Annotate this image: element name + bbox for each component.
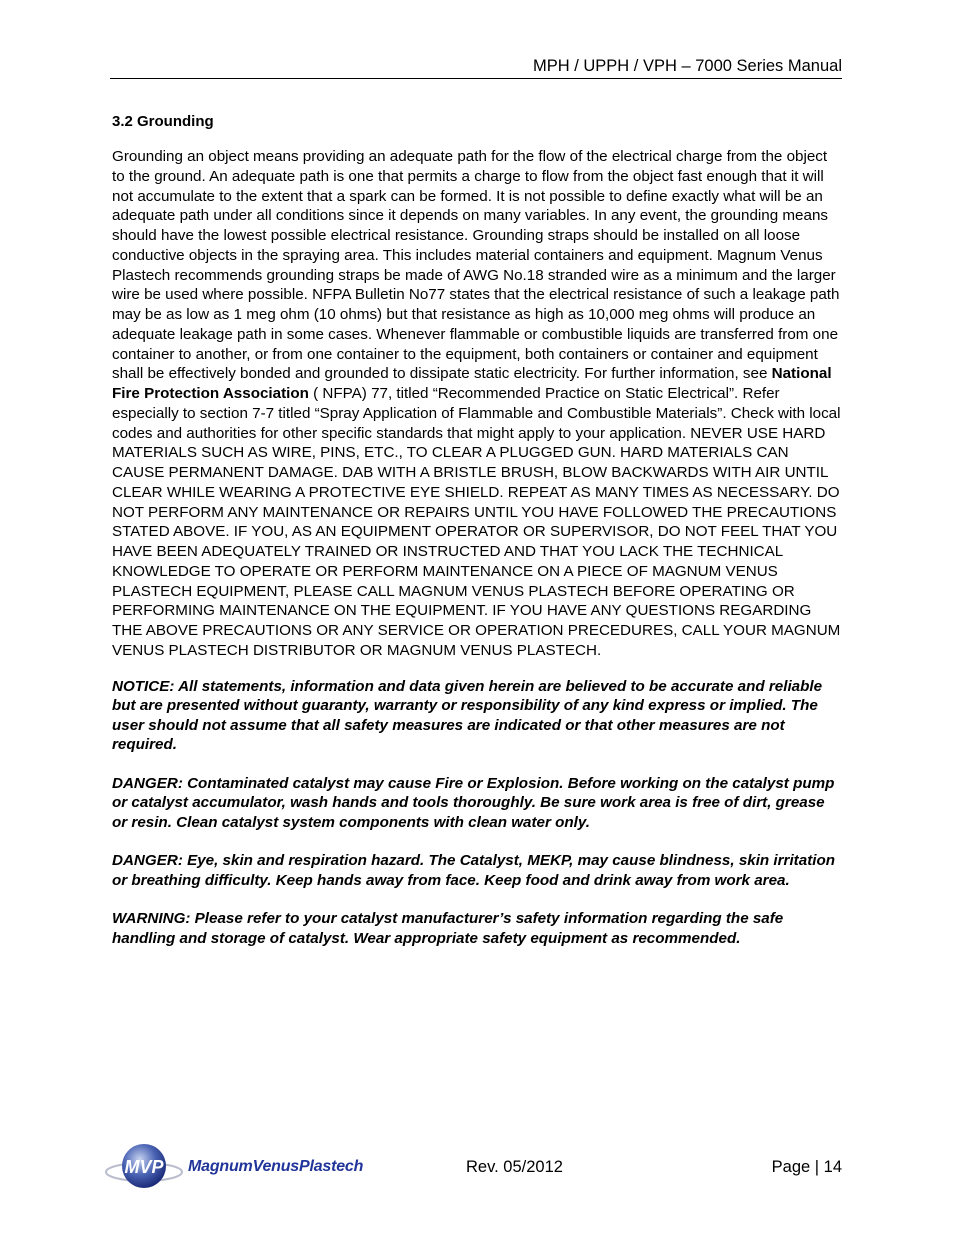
danger-eye-skin: DANGER: Eye, skin and respiration hazard. The Catalyst, MEKP, may cause blindness, skin irritation or breathing difficulty. Keep hands away from face. Keep food and drink away from work area.	[112, 852, 836, 889]
logo-wordmark: MagnumVenusPlastech	[188, 1158, 364, 1175]
grounding-paragraph	[112, 147, 842, 661]
page-number: Page | 14	[771, 1158, 842, 1176]
nfpa-name: National Fire Protection Association	[112, 365, 832, 402]
manual-title: MPH / UPPH / VPH – 7000 Series Manual	[532, 57, 842, 75]
mvp-globe-icon	[104, 1142, 188, 1192]
section-title: 3.2 Grounding	[112, 113, 214, 130]
grounding-text-part2: ( NFPA) 77, titled “Recommended Practice on Static Electrical”. Refer especially to section 7-7 titled “Spray Application of Flammable and Combustible Materials”. Check with local codes and authorities for other specific standards that might apply to your application. NEVER USE HARD MATERIALS SUCH AS WIRE, PINS, ETC., TO CLEAR A PLUGGED GUN. HARD MATERIALS CAN CAUSE PERMANENT DAMAGE. DAB WITH A BRISTLE BRUSH, BLOW BACKWARDS WITH AIR UNTIL CLEAR WHILE WEARING A PROTECTIVE EYE SHIELD. REPEAT AS MANY TIMES AS NECESSARY. DO NOT PERFORM ANY MAINTENANCE OR REPAIRS UNTIL YOU HAVE FOLLOWED THE PRECAUTIONS STATED ABOVE. IF YOU, AS AN EQUIPMENT OPERATOR OR SUPERVISOR, DO NOT FEEL THAT YOU HAVE BEEN ADEQUATELY TRAINED OR INSTRUCTED AND THAT YOU LACK THE TECHNICAL KNOWLEDGE TO OPERATE OR PERFORM MAINTENANCE ON A PIECE OF MAGNUM VENUS PLASTECH EQUIPMENT, PLEASE CALL MAGNUM VENUS PLASTECH BEFORE OPERATING OR PERFORMING MAINTENANCE ON THE EQUIPMENT. IF YOU HAVE ANY QUESTIONS REGARDING THE ABOVE PRECAUTIONS OR ANY SERVICE OR OPERATION PRECEDURES, CALL YOUR MAGNUM VENUS PLASTECH DISTRIBUTOR OR MAGNUM VENUS PLASTECH.	[112, 385, 841, 659]
grounding-text-part1: Grounding an object means providing an adequate path for the flow of the electrical charge from the object to the ground. An adequate path is one that permits a charge to flow from the object fast enough that it will not accumulate to the extent that a spark can be formed. It is not possible to define exactly what will be an adequate path under all conditions since it depends on many variables. In any event, the grounding means should have the lowest possible electrical resistance. Grounding straps should be installed on all loose conductive objects in the spraying area. This includes material containers and equipment. Magnum Venus Plastech recommends grounding straps be made of AWG No.18 stranded wire as a minimum and the larger wire be used where possible. NFPA Bulletin No77 states that the electrical resistance of such a leakage path may be as low as 1 meg ohm (10 ohms) but that resistance as high as 10,000 meg ohms will produce an adequate leakage path in some cases. Whenever flammable or combustible liquids are transferred from one container to another, or from one container to the equipment, both containers or container and equipment shall be effectively bonded and grounded to dissipate static electricity. For further information, see	[112, 148, 840, 383]
notice-statement: NOTICE: All statements, information and data given herein are believed to be accurate and reliable but are presented without guaranty, warranty or responsibility of any kind express or implied. The user should not assume that all safety measures are indicated or that other measures are not required.	[112, 677, 823, 753]
danger-fire-explosion: DANGER: Contaminated catalyst may cause Fire or Explosion. Before working on the catalyst pump or catalyst accumulator, wash hands and tools thoroughly. Be sure work area is free of dirt, grease or resin. Clean catalyst system components with clean water only.	[112, 774, 835, 831]
page-footer	[0, 1138, 954, 1198]
company-logo	[104, 1142, 394, 1192]
warning-catalyst: WARNING: Please refer to your catalyst manufacturer’s safety information regarding the safe handling and storage of catalyst. Wear appropriate safety equipment as recommended.	[112, 910, 784, 947]
revision-date: Rev. 05/2012	[466, 1158, 563, 1176]
page-header	[110, 56, 842, 79]
page-content	[112, 112, 842, 967]
logo-badge-text: MVP	[124, 1157, 164, 1177]
